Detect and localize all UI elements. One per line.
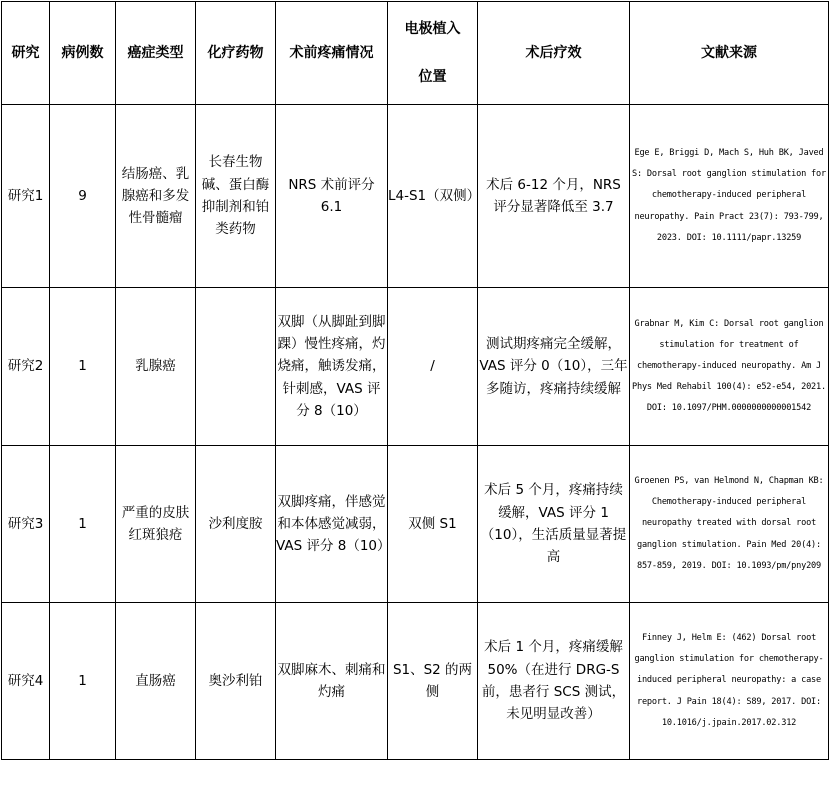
cell-cases: 1 [50, 603, 116, 760]
cell-cancer-type: 乳腺癌 [116, 288, 196, 446]
cell-chemo-drug: 沙利度胺 [196, 446, 276, 603]
cell-source: Grabnar M, Kim C: Dorsal root ganglion stimulation for treatment of chemotherapy-induced neuropathy. Am J Phys Med Rehabil 100(4): e52-e54, 2021. DOI: 10.1097/PHM.0000000000001542 [630, 288, 829, 446]
table-row [2, 446, 829, 603]
cell-source: Finney J, Helm E: (462) Dorsal root ganglion stimulation for chemotherapy-induced peripheral neuropathy: a case report. J Pain 18(4): S89, 2017. DOI: 10.1016/j.jpain.2017.02.312 [630, 603, 829, 760]
header-study: 研究 [2, 2, 50, 105]
header-pre-op-pain: 术前疼痛情况 [276, 2, 388, 105]
cell-post-op-efficacy: 术后 6-12 个月，NRS 评分显著降低至 3.7 [478, 105, 630, 288]
cell-pre-op-pain: 双脚（从脚趾到脚踝）慢性疼痛，灼烧痛，触诱发痛，针刺感，VAS 评分 8（10） [276, 288, 388, 446]
cell-study: 研究1 [2, 105, 50, 288]
cell-source: Groenen PS, van Helmond N, Chapman KB: Chemotherapy-induced peripheral neuropathy treated with dorsal root ganglion stimulation. Pain Med 20(4): 857-859, 2019. DOI: 10.1093/pm/pny209 [630, 446, 829, 603]
cell-cancer-type: 严重的皮肤红斑狼疮 [116, 446, 196, 603]
cell-cancer-type: 结肠癌、乳腺癌和多发性骨髓瘤 [116, 105, 196, 288]
cell-chemo-drug: 长春生物碱、蛋白酶抑制剂和铂类药物 [196, 105, 276, 288]
cell-post-op-efficacy: 术后 1 个月，疼痛缓解 50%（在进行 DRG-S 前，患者行 SCS 测试，未见明显改善） [478, 603, 630, 760]
table-row [2, 288, 829, 446]
cell-pre-op-pain: 双脚疼痛，伴感觉和本体感觉减弱，VAS 评分 8（10） [276, 446, 388, 603]
cell-chemo-drug: 奥沙利铂 [196, 603, 276, 760]
header-row [2, 2, 829, 105]
cell-cases: 1 [50, 288, 116, 446]
cell-study: 研究4 [2, 603, 50, 760]
header-source: 文献来源 [630, 2, 829, 105]
cell-study: 研究3 [2, 446, 50, 603]
cell-chemo-drug [196, 288, 276, 446]
cell-cases: 1 [50, 446, 116, 603]
header-post-op-efficacy: 术后疗效 [478, 2, 630, 105]
cell-source: Ege E, Briggi D, Mach S, Huh BK, Javed S: Dorsal root ganglion stimulation for chemotherapy-induced peripheral neuropathy. Pain Pract 23(7): 793-799, 2023. DOI: 10.1111/papr.13259 [630, 105, 829, 288]
cell-post-op-efficacy: 测试期疼痛完全缓解，VAS 评分 0（10），三年多随访，疼痛持续缓解 [478, 288, 630, 446]
cell-cases: 9 [50, 105, 116, 288]
cell-pre-op-pain: 双脚麻木、刺痛和灼痛 [276, 603, 388, 760]
cell-cancer-type: 直肠癌 [116, 603, 196, 760]
table-row [2, 603, 829, 760]
header-electrode-line2: 位置 [418, 69, 447, 85]
cell-study: 研究2 [2, 288, 50, 446]
header-chemo-drug: 化疗药物 [196, 2, 276, 105]
cell-post-op-efficacy: 术后 5 个月，疼痛持续缓解，VAS 评分 1（10），生活质量显著提高 [478, 446, 630, 603]
header-cases: 病例数 [50, 2, 116, 105]
header-electrode-line1: 电极植入 [404, 21, 461, 37]
cell-electrode-position: 双侧 S1 [388, 446, 478, 603]
cell-electrode-position: L4-S1（双侧） [388, 105, 478, 288]
studies-table [1, 1, 829, 760]
cell-pre-op-pain: NRS 术前评分 6.1 [276, 105, 388, 288]
header-electrode-position [388, 2, 478, 105]
cell-electrode-position: / [388, 288, 478, 446]
header-cancer-type: 癌症类型 [116, 2, 196, 105]
table-row [2, 105, 829, 288]
cell-electrode-position: S1、S2 的两侧 [388, 603, 478, 760]
